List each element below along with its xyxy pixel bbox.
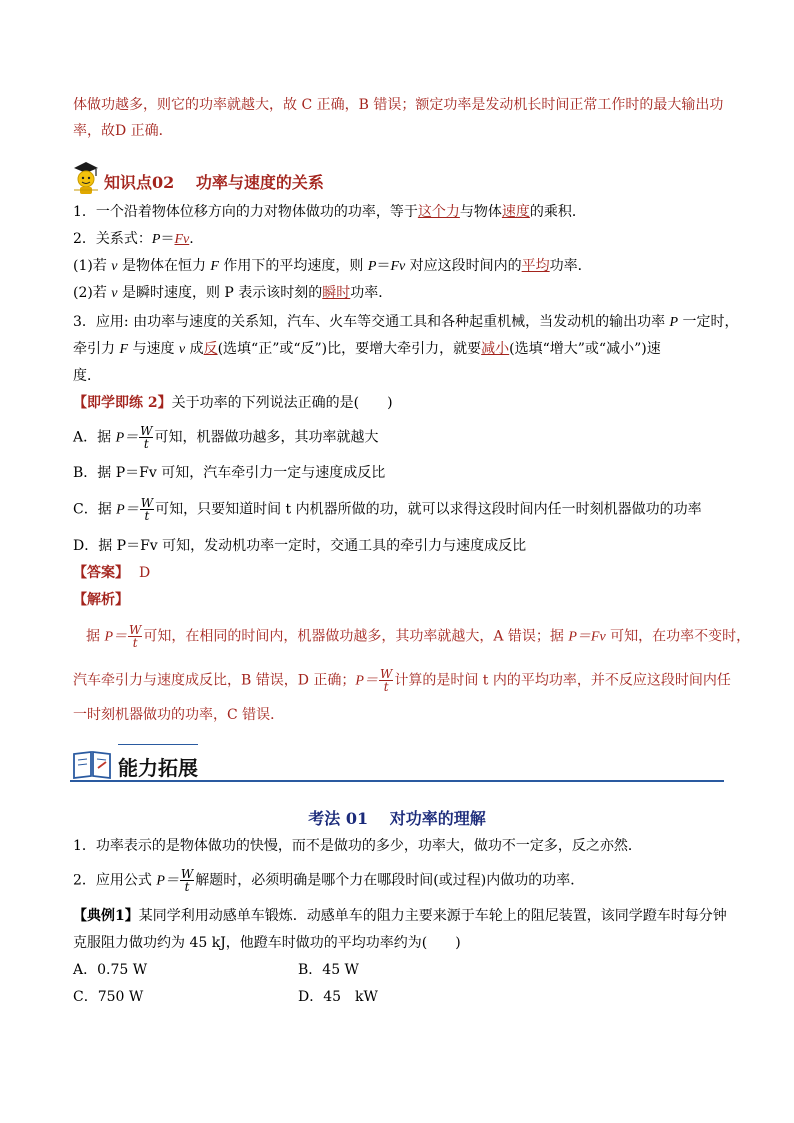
answer-line: 【答案】 D [73, 565, 151, 581]
example-option-d: D．45 kW [298, 989, 378, 1005]
scholar-icon [70, 160, 102, 196]
knowledge-point-heading [70, 160, 470, 200]
example-line-1: 【典例1】某同学利用动感单车锻炼．动感单车的阻力主要来源于车轮上的阻尼装置，该同学蹬车时每分钟 [73, 908, 727, 924]
method-point-2: 2．应用公式 P＝ $\frac{W}{t}$ 解题时，必须明确是哪个力在哪段时间(或过程)内做功的功率． [73, 867, 585, 894]
band-top-rule [118, 744, 198, 745]
analysis-tag: 【解析】 [73, 592, 129, 608]
point-3: 3．应用: 由功率与速度的关系知，汽车、火车等交通工具和各种起重机械，当发动机的输出功率 P 一定时， [73, 314, 739, 330]
answer-value: D [139, 565, 151, 581]
option-d: D．据 P＝Fv 可知，发动机功率一定时，交通工具的牵引力与速度成反比 [73, 538, 527, 554]
example-option-c: C．750 W [73, 989, 144, 1005]
method-point-1: 1．功率表示的是物体做功的快慢，而不是做功的多少，功率大，做功不一定多，反之亦然． [73, 838, 642, 854]
analysis-line-2: 汽车牵引力与速度成反比，B 错误，D 正确；P＝ $\frac{W}{t}$ 计算的是时间 t 内的平均功率，并不反应这段时间内任 [73, 667, 731, 694]
option-b: B．据 P＝Fv 可知，汽车牵引力一定与速度成反比 [73, 465, 386, 481]
book-icon [72, 748, 112, 780]
ability-title: 能力拓展 [118, 756, 198, 780]
practice-stem: 【即学即练 2】关于功率的下列说法正确的是( ) [73, 395, 393, 411]
analysis-line-3: 一时刻机器做功的功率，C 错误． [73, 707, 285, 723]
point-2-2: (2)若 v 是瞬时速度，则 P 表示该时刻的瞬时功率． [73, 285, 393, 301]
point-1: 1．一个沿着物体位移方向的力对物体做功的功率，等于这个力与物体速度的乘积． [73, 204, 586, 220]
band-rule [70, 780, 724, 782]
point-2: 2．关系式：P＝Fv. [73, 231, 194, 247]
example-option-b: B．45 W [298, 962, 359, 978]
point-2-1: (1)若 v 是物体在恒力 F 作用下的平均速度，则 P＝Fv 对应这段时间内的平均功率． [73, 258, 592, 274]
ability-band [70, 744, 724, 784]
option-a: A．据 P＝ $\frac{W}{t}$ 可知，机器做功越多，其功率就越大 [73, 424, 379, 451]
prev-line-2: 率，故D 正确． [73, 123, 173, 139]
option-c: C．据 P＝ $\frac{W}{t}$ 可知，只要知道时间 t 内机器所做的功，就可以求得这段时间内任一时刻机器做功的功率 [73, 496, 702, 523]
method-title: 考法 01 对功率的理解 [308, 809, 486, 828]
example-line-2: 克服阻力做功约为 45 kJ，他蹬车时做功的平均功率约为( ) [73, 935, 461, 951]
analysis-line-1: 据 P＝ $\frac{W}{t}$ 可知，在相同的时间内，机器做功越多，其功率就越大，A 错误；据 P＝Fv 可知，在功率不变时， [86, 623, 751, 650]
example-option-a: A．0.75 W [73, 962, 148, 978]
section-title: 知识点02 功率与速度的关系 [104, 173, 324, 192]
point-3-cont: 牵引力 F 与速度 v 成反(选填“正”或“反”)比，要增大牵引力，就要减小(选填“增大”或“减小”)速 [73, 341, 661, 357]
prev-line-1: 体做功越多，则它的功率就越大，故 C 正确，B 错误；额定功率是发动机长时间正常工作时的最大输出功 [73, 97, 724, 113]
example-tag: 【典例1】 [73, 908, 139, 924]
point-3-end: 度． [73, 368, 101, 384]
practice-tag: 【即学即练 2】 [73, 395, 172, 411]
